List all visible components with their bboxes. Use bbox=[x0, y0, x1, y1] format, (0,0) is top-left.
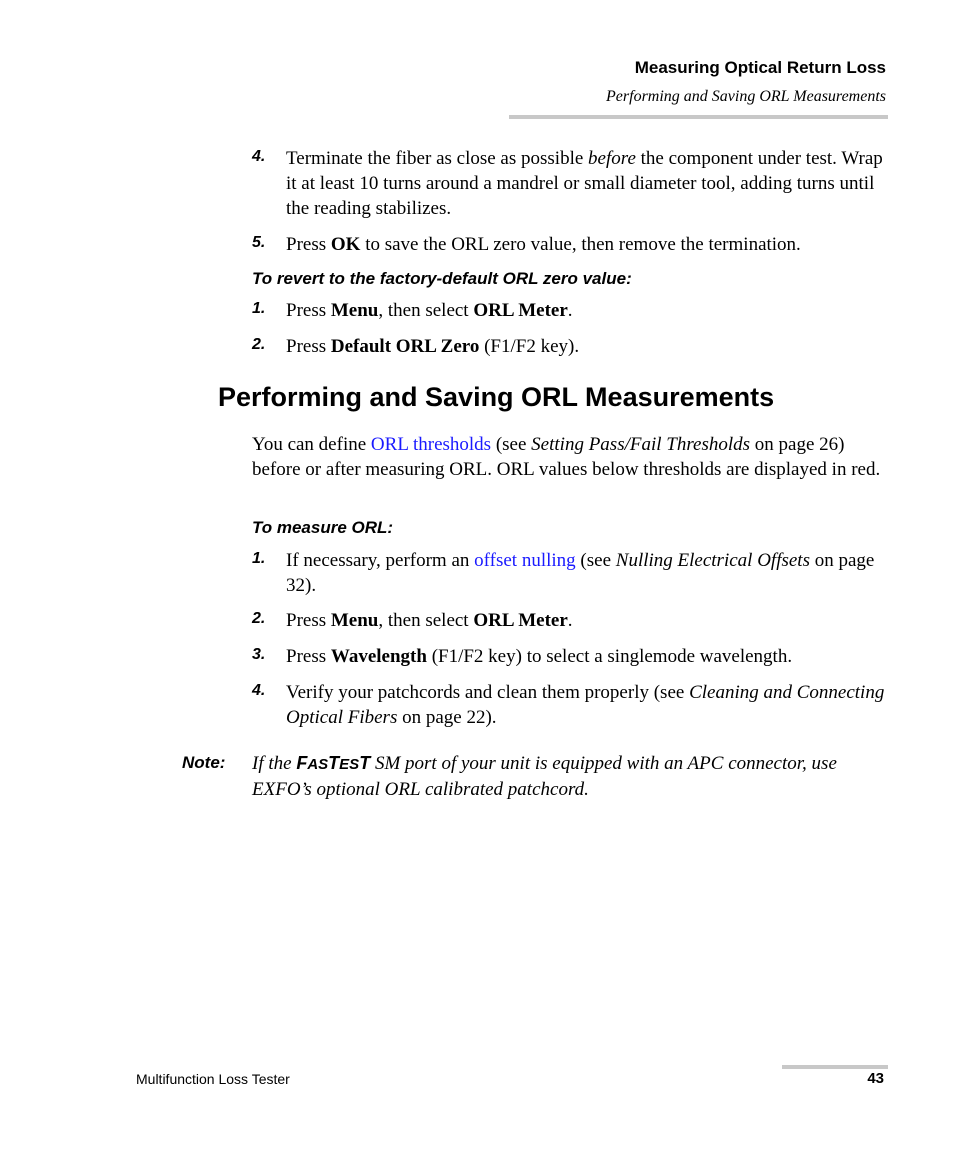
list-item-measure-step-1 bbox=[252, 548, 892, 598]
list-item-measure-step-3 bbox=[252, 644, 892, 669]
section-heading: Performing and Saving ORL Measurements bbox=[218, 382, 775, 412]
list-item-step-4 bbox=[252, 146, 892, 221]
fastest-brand-name: FASTEST bbox=[296, 753, 371, 773]
list-item-measure-step-4 bbox=[252, 680, 892, 730]
step-text: Press Menu, then select ORL Meter. bbox=[286, 610, 573, 631]
step-number: 2. bbox=[252, 610, 266, 627]
step-text: Press Default ORL Zero (F1/F2 key). bbox=[286, 336, 580, 357]
step-text: Press Menu, then select ORL Meter. bbox=[286, 300, 573, 321]
step-text: If necessary, perform an offset nulling (see Nulling Electrical Offsets on page 32). bbox=[286, 550, 875, 596]
step-number: 3. bbox=[252, 646, 266, 663]
footer-product-name: Multifunction Loss Tester bbox=[136, 1071, 290, 1087]
step-number: 4. bbox=[252, 682, 266, 699]
list-item-step-5 bbox=[252, 232, 892, 257]
intro-paragraph: You can define ORL thresholds (see Setting Pass/Fail Thresholds on page 26) before or after measuring ORL. ORL values below thresholds are displayed in red. bbox=[252, 434, 881, 480]
step-number: 2. bbox=[252, 336, 266, 353]
step-number: 1. bbox=[252, 550, 266, 567]
procedure-heading-measure: To measure ORL: bbox=[252, 518, 394, 537]
footer-rule bbox=[782, 1065, 888, 1069]
list-item-revert-step-2 bbox=[252, 334, 892, 359]
procedure-heading-revert: To revert to the factory-default ORL zero value: bbox=[252, 269, 632, 288]
header-rule bbox=[509, 115, 888, 119]
note-label: Note: bbox=[182, 753, 226, 772]
list-item-measure-step-2 bbox=[252, 608, 892, 633]
step-number: 4. bbox=[252, 148, 266, 165]
list-item-revert-step-1 bbox=[252, 298, 892, 323]
step-text: Press OK to save the ORL zero value, then remove the termination. bbox=[286, 234, 801, 255]
running-header-title: Measuring Optical Return Loss bbox=[634, 58, 886, 77]
step-text: Verify your patchcords and clean them properly (see Cleaning and Connecting Optical Fibers on page 22). bbox=[286, 682, 885, 728]
step-text: Terminate the fiber as close as possible before the component under test. Wrap it at least 10 turns around a mandrel or small diameter tool, adding turns until the reading stabilizes. bbox=[286, 148, 883, 219]
step-number: 5. bbox=[252, 234, 266, 251]
step-text: Press Wavelength (F1/F2 key) to select a singlemode wavelength. bbox=[286, 646, 793, 667]
offset-nulling-link[interactable]: offset nulling bbox=[474, 550, 576, 571]
orl-thresholds-link[interactable]: ORL thresholds bbox=[370, 434, 492, 455]
page-number: 43 bbox=[867, 1070, 884, 1087]
step-number: 1. bbox=[252, 300, 266, 317]
note-text: If the FASTEST SM port of your unit is equipped with an APC connector, use EXFO’s optional ORL calibrated patchcord. bbox=[252, 753, 837, 800]
running-header-subtitle: Performing and Saving ORL Measurements bbox=[606, 88, 886, 105]
